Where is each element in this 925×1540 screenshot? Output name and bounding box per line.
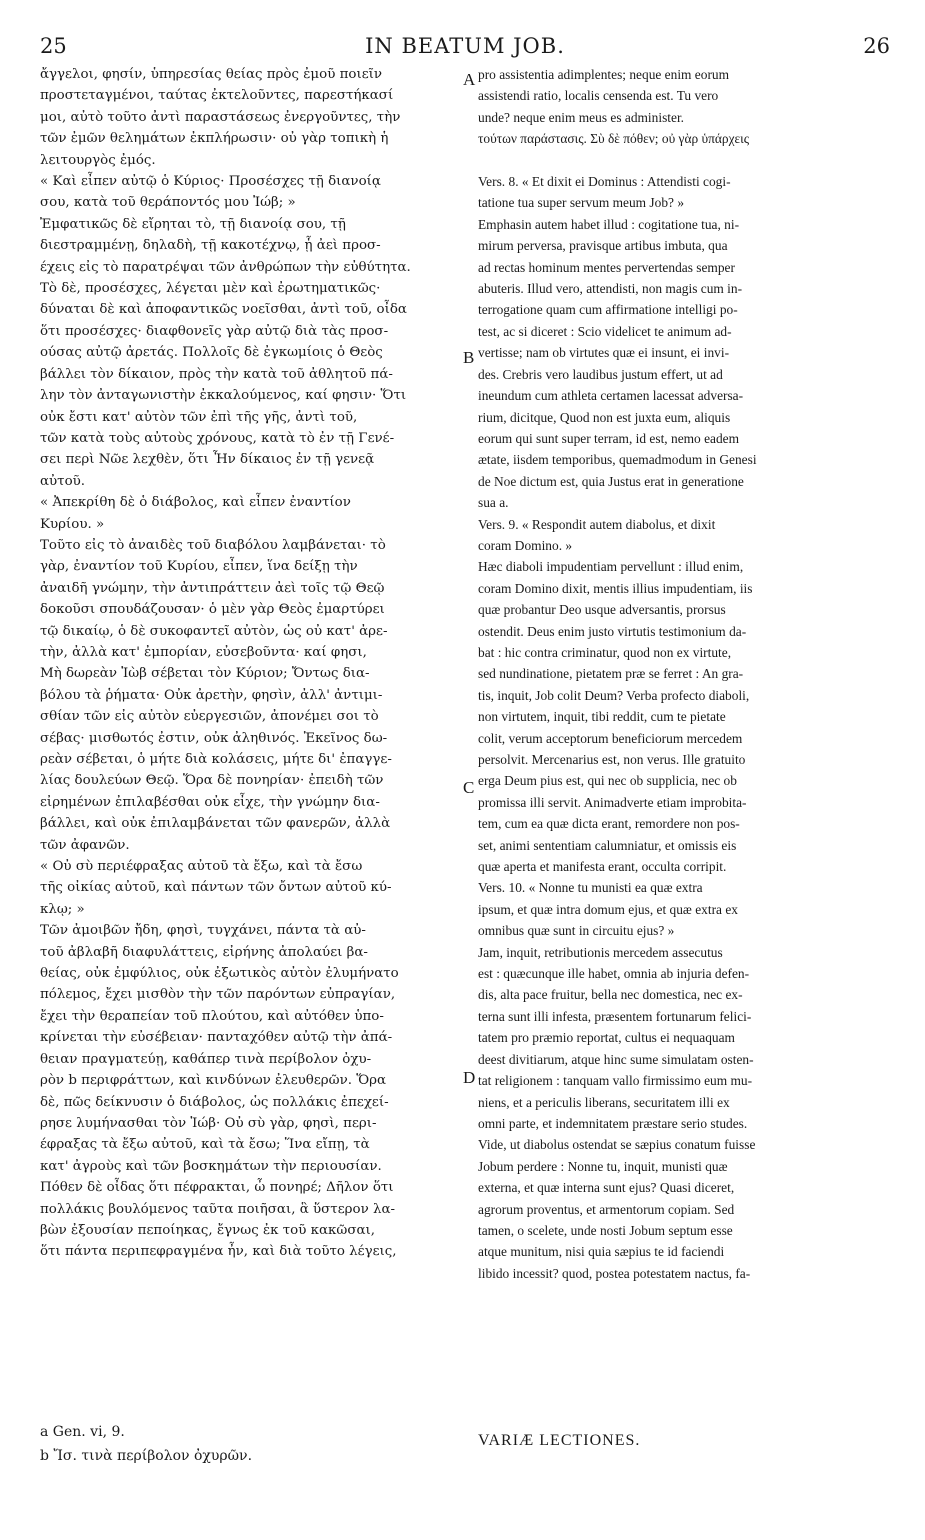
page-number-left: 25 <box>40 34 67 58</box>
latin-text-line: agrorum proventus, et armentorum copiam. Sed <box>478 1201 735 1217</box>
latin-text-line: de Noe dictum est, quia Justus erat in generatione <box>478 473 744 489</box>
latin-text-line: colit, verum acceptorum beneficiorum mercedem <box>478 730 743 746</box>
latin-text-line: τούτων παράστασις. Σὺ δὲ πόθεν; οὐ γὰρ ὑπάρχεις <box>478 131 750 147</box>
greek-text-line: τῆς οἰκίας αὐτοῦ, καὶ πάντων τῶν ὄντων αὐτοῦ κύ- <box>40 880 392 896</box>
latin-text-line: tat religionem : tanquam vallo firmissimo eum mu- <box>478 1073 753 1089</box>
latin-text-line: est : quæcunque ille habet, omnia ab injuria defen- <box>478 966 750 982</box>
greek-text-line: τὴν, ἀλλὰ κατ' ἐμπορίαν, εὐσεβοῦντα· καί φησι, <box>40 644 367 660</box>
greek-text-line: δοκοῦσι σπουδάζουσαν· ὁ μὲν γὰρ Θεὸς ἐμαρτύρει <box>40 602 385 618</box>
latin-text-line: unde? neque enim meus es administer. <box>478 109 685 125</box>
greek-text-line: τῷ δικαίῳ, ὁ δὲ συκοφαντεῖ αὐτὸν, ὡς οὐ κατ' ἀρε- <box>40 623 388 639</box>
greek-text-line: εἰρημένων ἐπιλαβέσθαι οὐκ εἶχε, τὴν γνώμην δια- <box>40 794 380 810</box>
latin-text-line: ad rectas hominum mentes pervertendas semper <box>478 259 735 275</box>
latin-text-line: rium, dicitque, Quod non est juxta eum, aliquis <box>478 409 731 425</box>
latin-text-line: Jam, inquit, retributionis mercedem assecutus <box>478 944 723 960</box>
greek-text-line: πολλάκις βουλόμενος ταῦτα ποιῆσαι, ἃ ὕστερον λα- <box>40 1201 396 1217</box>
latin-text-line: bat : hic contra criminatur, quod non ex virtute, <box>478 644 732 660</box>
running-title: IN BEATUM JOB. <box>365 34 565 58</box>
greek-text-line: Τοῦτο εἰς τὸ ἀναιδὲς τοῦ διαβόλου λαμβάνεται· τὸ <box>40 537 386 553</box>
latin-text-line: omni parte, et indemnitatem præstare serio studes. <box>478 1115 748 1131</box>
greek-text-line: Ἐμφατικῶς δὲ εἴρηται τὸ, τῇ διανοίᾳ σου, τῇ <box>40 216 346 232</box>
latin-text-line: dis, alta pace fruitur, bella nec domestica, nec ex- <box>478 987 743 1003</box>
latin-text-line: tatione tua super servum meum Job? » <box>478 195 685 211</box>
latin-text-line: erga Deum pius est, qui nec ob supplicia, nec ob <box>478 773 737 789</box>
latin-text-line: ostendit. Deus enim justo virtutis testimonium da- <box>478 623 747 639</box>
greek-text-line: σου, κατὰ τοῦ θεράποντός μου Ἰώβ; » <box>40 195 296 211</box>
greek-text-line: θείας, οὐκ ἐμφύλιος, οὐκ ἐξωτικὸς αὐτὸν ἐλυμήνατο <box>40 966 399 982</box>
greek-text-line: έφραξας τὰ ἔξω αὐτοῦ, καὶ τὰ ἔσω; Ἵνα εἴπῃ, τὰ <box>40 1137 370 1153</box>
latin-text-line: Jobum perdere : Nonne tu, inquit, munisti quæ <box>478 1158 728 1174</box>
margin-letter-d: D <box>463 1068 476 1087</box>
greek-text-line: βόλου τὰ ῥήματα· Οὐκ ἀρετὴν, φησὶν, ἀλλ' ἀντιμι- <box>40 687 383 703</box>
greek-text-line: πόλεμος, ἔχει μισθὸν τὴν τῶν παρόντων εὐπραγίαν, <box>40 987 396 1003</box>
greek-text-line: λην τὸν ἀνταγωνιστὴν ἐκκαλούμενος, καί φησιν· Ὅτι <box>40 388 407 404</box>
latin-text-line: assistendi ratio, localis censenda est. Tu vero <box>478 88 719 104</box>
latin-text-line: mirum perversa, pravisque artibus imbuta, qua <box>478 238 728 254</box>
footnote-a: a Gen. vi, 9. <box>40 1424 125 1440</box>
latin-text-line: terrogatione quam cum affirmatione intelligi po- <box>478 302 738 318</box>
greek-text-line: προστεταγμένοι, ταύτας ἐκτελοῦντες, παρεστήκασί <box>40 88 394 104</box>
greek-text-line: ἀναιδῆ γνώμην, τὴν ἀντιπράττειν ἀεὶ τοῖς τῷ Θεῷ <box>40 580 385 596</box>
greek-text-line: τῶν ἐμῶν θελημάτων ἐκπλήρωσιν· οὐ γὰρ τοπικὴ ἡ <box>40 131 389 147</box>
greek-text-line: ρησε λυμήνασθαι τὸν Ἰώβ· Οὐ σὺ γὰρ, φησὶ, περι- <box>40 1115 377 1131</box>
greek-text-line: έχεις εἰς τὸ παρατρέψαι τῶν ἀνθρώπων τὴν εὐθύτητα. <box>40 259 411 275</box>
greek-text-line: Τὸ δὲ, προσέσχες, λέγεται μὲν καὶ ἐρωτηματικῶς· <box>40 281 381 297</box>
footnotes <box>40 1420 460 1468</box>
latin-text-line: set, animi sententiam calumniatur, et omissis eis <box>478 837 737 853</box>
latin-text-line: sed nundinatione, pietatem præ se ferret : An gra- <box>478 666 744 682</box>
greek-text-line: ούσας αὐτῷ ἀρετάς. Πολλοῖς δὲ ἐγκωμίοις ὁ Θεὸς <box>40 345 383 361</box>
latin-text-line: tatem pro præmio reportat, cultus ei nequaquam <box>478 1030 735 1046</box>
greek-text-line: Μὴ δωρεὰν Ἰὼβ σέβεται τὸν Κύριον; Ὄντως δια- <box>40 666 370 682</box>
latin-text-line: quæ aperta et manifesta erant, occulta corripit. <box>478 859 727 875</box>
latin-text-line: persolvit. Mercenarius est, non verus. Ille gratuito <box>478 752 746 767</box>
latin-text-line: sua a. <box>478 495 509 511</box>
greek-text-line: λίας δουλεύων Θεῷ. Ὅρα δὲ πονηρίαν· ἐπειδὴ τῶν <box>40 773 384 789</box>
latin-text-line: ipsum, et quæ intra domum ejus, et quæ extra ex <box>478 901 738 917</box>
greek-text-line: σει περὶ Νῶε λεχθὲν, ὅτι Ἦν δίκαιος ἐν τῇ γενεᾷ <box>40 452 375 468</box>
latin-text-line: promissa illi servit. Animadverte etiam improbita- <box>478 794 747 810</box>
greek-text-line: Τῶν ἀμοιβῶν ἤδη, φησὶ, τυγχάνει, πάντα τὰ αὐ- <box>40 923 366 939</box>
latin-text-line: tis, inquit, Job colit Deum? Verba profecto diaboli, <box>478 687 750 703</box>
latin-text-line: coram Domino dixit, mentis illius impudentiam, iis <box>478 580 753 596</box>
greek-text-line: κρίνεται τὴν εὐσέβειαν· πανταχόθεν αὐτῷ τὴν ἀπά- <box>40 1030 393 1046</box>
latin-text-line: eorum qui sunt super terram, id est, nemo eadem <box>478 430 740 446</box>
greek-text-line: κατ' ἀγροὺς καὶ τῶν βοσκημάτων τὴν περιουσίαν. <box>40 1158 382 1174</box>
latin-text-line <box>478 150 890 171</box>
greek-text-line: κλῳ; » <box>40 901 85 917</box>
latin-text-line: Vide, ut diabolus ostendat se sæpius conatum fuisse <box>478 1137 756 1153</box>
latin-text-line: coram Domino. » <box>478 537 573 553</box>
latin-text-line: Vers. 10. « Nonne tu munisti ea quæ extra <box>478 880 703 896</box>
latin-column <box>478 64 890 1284</box>
latin-text-line: atque munitum, nisi quia sæpius te id faciendi <box>478 1244 725 1260</box>
greek-text-line: δὲ, πῶς δείκνυσιν ὁ διάβολος, ὡς πολλάκις ἐπεχεί- <box>40 1094 389 1110</box>
greek-text-line: τῶν ἀφανῶν. <box>40 837 130 853</box>
latin-text-line: Vers. 8. « Et dixit ei Dominus : Attendisti cogi- <box>478 174 731 190</box>
greek-text-line: αὐτοῦ. <box>40 473 86 489</box>
latin-text-line: omnibus quæ sunt in circuitu ejus? » <box>478 923 675 939</box>
greek-text-line: « Οὐ σὺ περιέφραξας αὐτοῦ τὰ ἔξω, καὶ τὰ ἔσω <box>40 859 363 875</box>
greek-text-line: σέβας· μισθωτός ἐστιν, οὐκ ἀληθινός. Ἐκεῖνος δω- <box>40 730 388 746</box>
page-header <box>40 34 890 62</box>
greek-text-line: ἄγγελοι, φησίν, ὑπηρεσίας θείας πρὸς ἐμοῦ ποιεῖν <box>40 67 383 82</box>
latin-text-line: des. Crebris vero laudibus justum effert, ut ad <box>478 366 723 382</box>
latin-text-line: abuteris. Illud vero, attendisti, non magis cum in- <box>478 281 743 297</box>
latin-text-line: test, ac si diceret : Scio videlicet te animum ad- <box>478 323 732 339</box>
latin-text-line: ætate, iisdem temporibus, quemadmodum in Genesi <box>478 452 757 468</box>
greek-text-line: ὅτι προσέσχες· διαφθονεῖς γὰρ αὐτῷ διὰ τὰς προσ- <box>40 323 389 339</box>
latin-text-line: libido incessit? quod, postea potestatem nactus, fa- <box>478 1265 751 1281</box>
margin-letter-c: C <box>463 778 475 797</box>
greek-text-line: Κυρίου. » <box>40 516 105 532</box>
greek-text-line: Πόθεν δὲ οἶδας ὅτι πέφρακται, ὦ πονηρέ; Δῆλον ὅτι <box>40 1180 394 1196</box>
latin-text-line: vertisse; nam ob virtutes quæ ei insunt, ei invi- <box>478 345 730 361</box>
latin-text-line: Emphasin autem habet illud : cogitatione tua, ni- <box>478 216 740 232</box>
greek-text-line: γὰρ, ἐναντίον τοῦ Κυρίου, εἶπεν, ἵνα δείξῃ τὴν <box>40 559 358 575</box>
latin-text-line: non virtutem, inquit, tibi reddit, cum te pietate <box>478 709 726 725</box>
greek-text-line: θειαν πραγματεύῃ, καθάπερ τινὰ περίβολον ὀχυ- <box>40 1051 372 1067</box>
greek-text-line: λειτουργὸς ἐμός. <box>40 152 156 168</box>
latin-text-line: ineundum cum athleta certamen lacessat adversa- <box>478 388 744 404</box>
latin-text-line: externa, et quæ interna sunt ejus? Quasi diceret, <box>478 1180 735 1196</box>
greek-column <box>40 64 458 1263</box>
greek-text-line: βάλλει τὸν δίκαιον, πρὸς τὴν κατὰ τοῦ ἀθλητοῦ πά- <box>40 366 393 382</box>
latin-text-line: quæ probantur Deo usque adversantis, prorsus <box>478 602 726 618</box>
greek-text-line: μοι, αὐτὸ τοῦτο ἀντὶ παραστάσεως ἐνεργοῦντες, τὴν <box>40 109 401 125</box>
greek-text-line: ἔχει τὴν θεραπείαν τοῦ πλούτου, καὶ αὐτόθεν ὑπο- <box>40 1008 384 1024</box>
greek-text-line: βάλλει, καὶ οὐκ ἐπιλαμβάνεται τῶν φανερῶν, ἀλλὰ <box>40 816 391 832</box>
latin-text-line: Vers. 9. « Respondit autem diabolus, et dixit <box>478 516 716 532</box>
greek-text-line: « Ἀπεκρίθη δὲ ὁ διάβολος, καὶ εἶπεν ἐναντίον <box>40 495 351 511</box>
latin-text-line: tem, cum ea quæ dicta erant, remordere non pos- <box>478 816 740 832</box>
greek-text-line: δύναται δὲ καὶ ἀποφαντικῶς νοεῖσθαι, ἀντὶ τοῦ, οἶδα <box>40 302 407 318</box>
page-number-right: 26 <box>863 34 890 58</box>
greek-text-line: τοῦ ἀβλαβῆ διαφυλάττεις, εἰρήνης ἀπολαύει βα- <box>40 944 368 960</box>
latin-text-line: niens, et a periculis liberans, securitatem illi ex <box>478 1094 730 1110</box>
greek-text-line: ρὸν b περιφράττων, καὶ κινδύνων ἐλευθερῶν. Ὅρα <box>40 1073 387 1089</box>
latin-text-line: tamen, o scelete, unde nosti Jobum septum esse <box>478 1222 733 1238</box>
greek-text-line: τῶν κατὰ τοὺς αὐτοὺς χρόνους, κατὰ τὸ ἐν τῇ Γενέ- <box>40 430 395 446</box>
greek-text-line: « Καὶ εἶπεν αὐτῷ ὁ Κύριος· Προσέσχες τῇ διανοίᾳ <box>40 174 381 190</box>
variae-lectiones-heading: VARIÆ LECTIONES. <box>478 1432 641 1449</box>
footnote-b: b Ἴσ. τινὰ περίβολον ὀχυρῶν. <box>40 1448 253 1464</box>
latin-text-line: deest divitiarum, atque hinc sume simulatam osten- <box>478 1051 754 1067</box>
greek-text-line: ὅτι πάντα περιπεφραγμένα ἦν, καὶ διὰ τοῦτο λέγεις, <box>40 1244 397 1260</box>
latin-text-line: terna sunt illi infesta, præsentem fortunarum felici- <box>478 1008 752 1024</box>
greek-text-line: διεστραμμένῃ, δηλαδὴ, τῇ κακοτέχνῳ, ᾗ ἀεὶ προσ- <box>40 238 381 254</box>
greek-text-line: ρεὰν σέβεται, ὁ μήτε διὰ κολάσεις, μήτε δι' ἐπαγγε- <box>40 752 392 767</box>
latin-text-line: pro assistentia adimplentes; neque enim eorum <box>478 67 730 82</box>
greek-text-line: σθίαν τῶν εἰς αὐτὸν εὐεργεσιῶν, ἀπονέμει σοι τὸ <box>40 709 379 725</box>
greek-text-line: οὐκ ἔστι κατ' αὐτὸν τῶν ἐπὶ τῆς γῆς, ἀντὶ τοῦ, <box>40 409 358 425</box>
margin-letter-b: B <box>463 348 475 367</box>
greek-text-line: βὼν ἐξουσίαν πεποίηκας, ἔγνως ἐκ τοῦ κακῶσαι, <box>40 1222 376 1238</box>
latin-text-line: Hæc diaboli impudentiam pervellunt : illud enim, <box>478 559 744 575</box>
margin-letter-a: A <box>463 70 476 89</box>
